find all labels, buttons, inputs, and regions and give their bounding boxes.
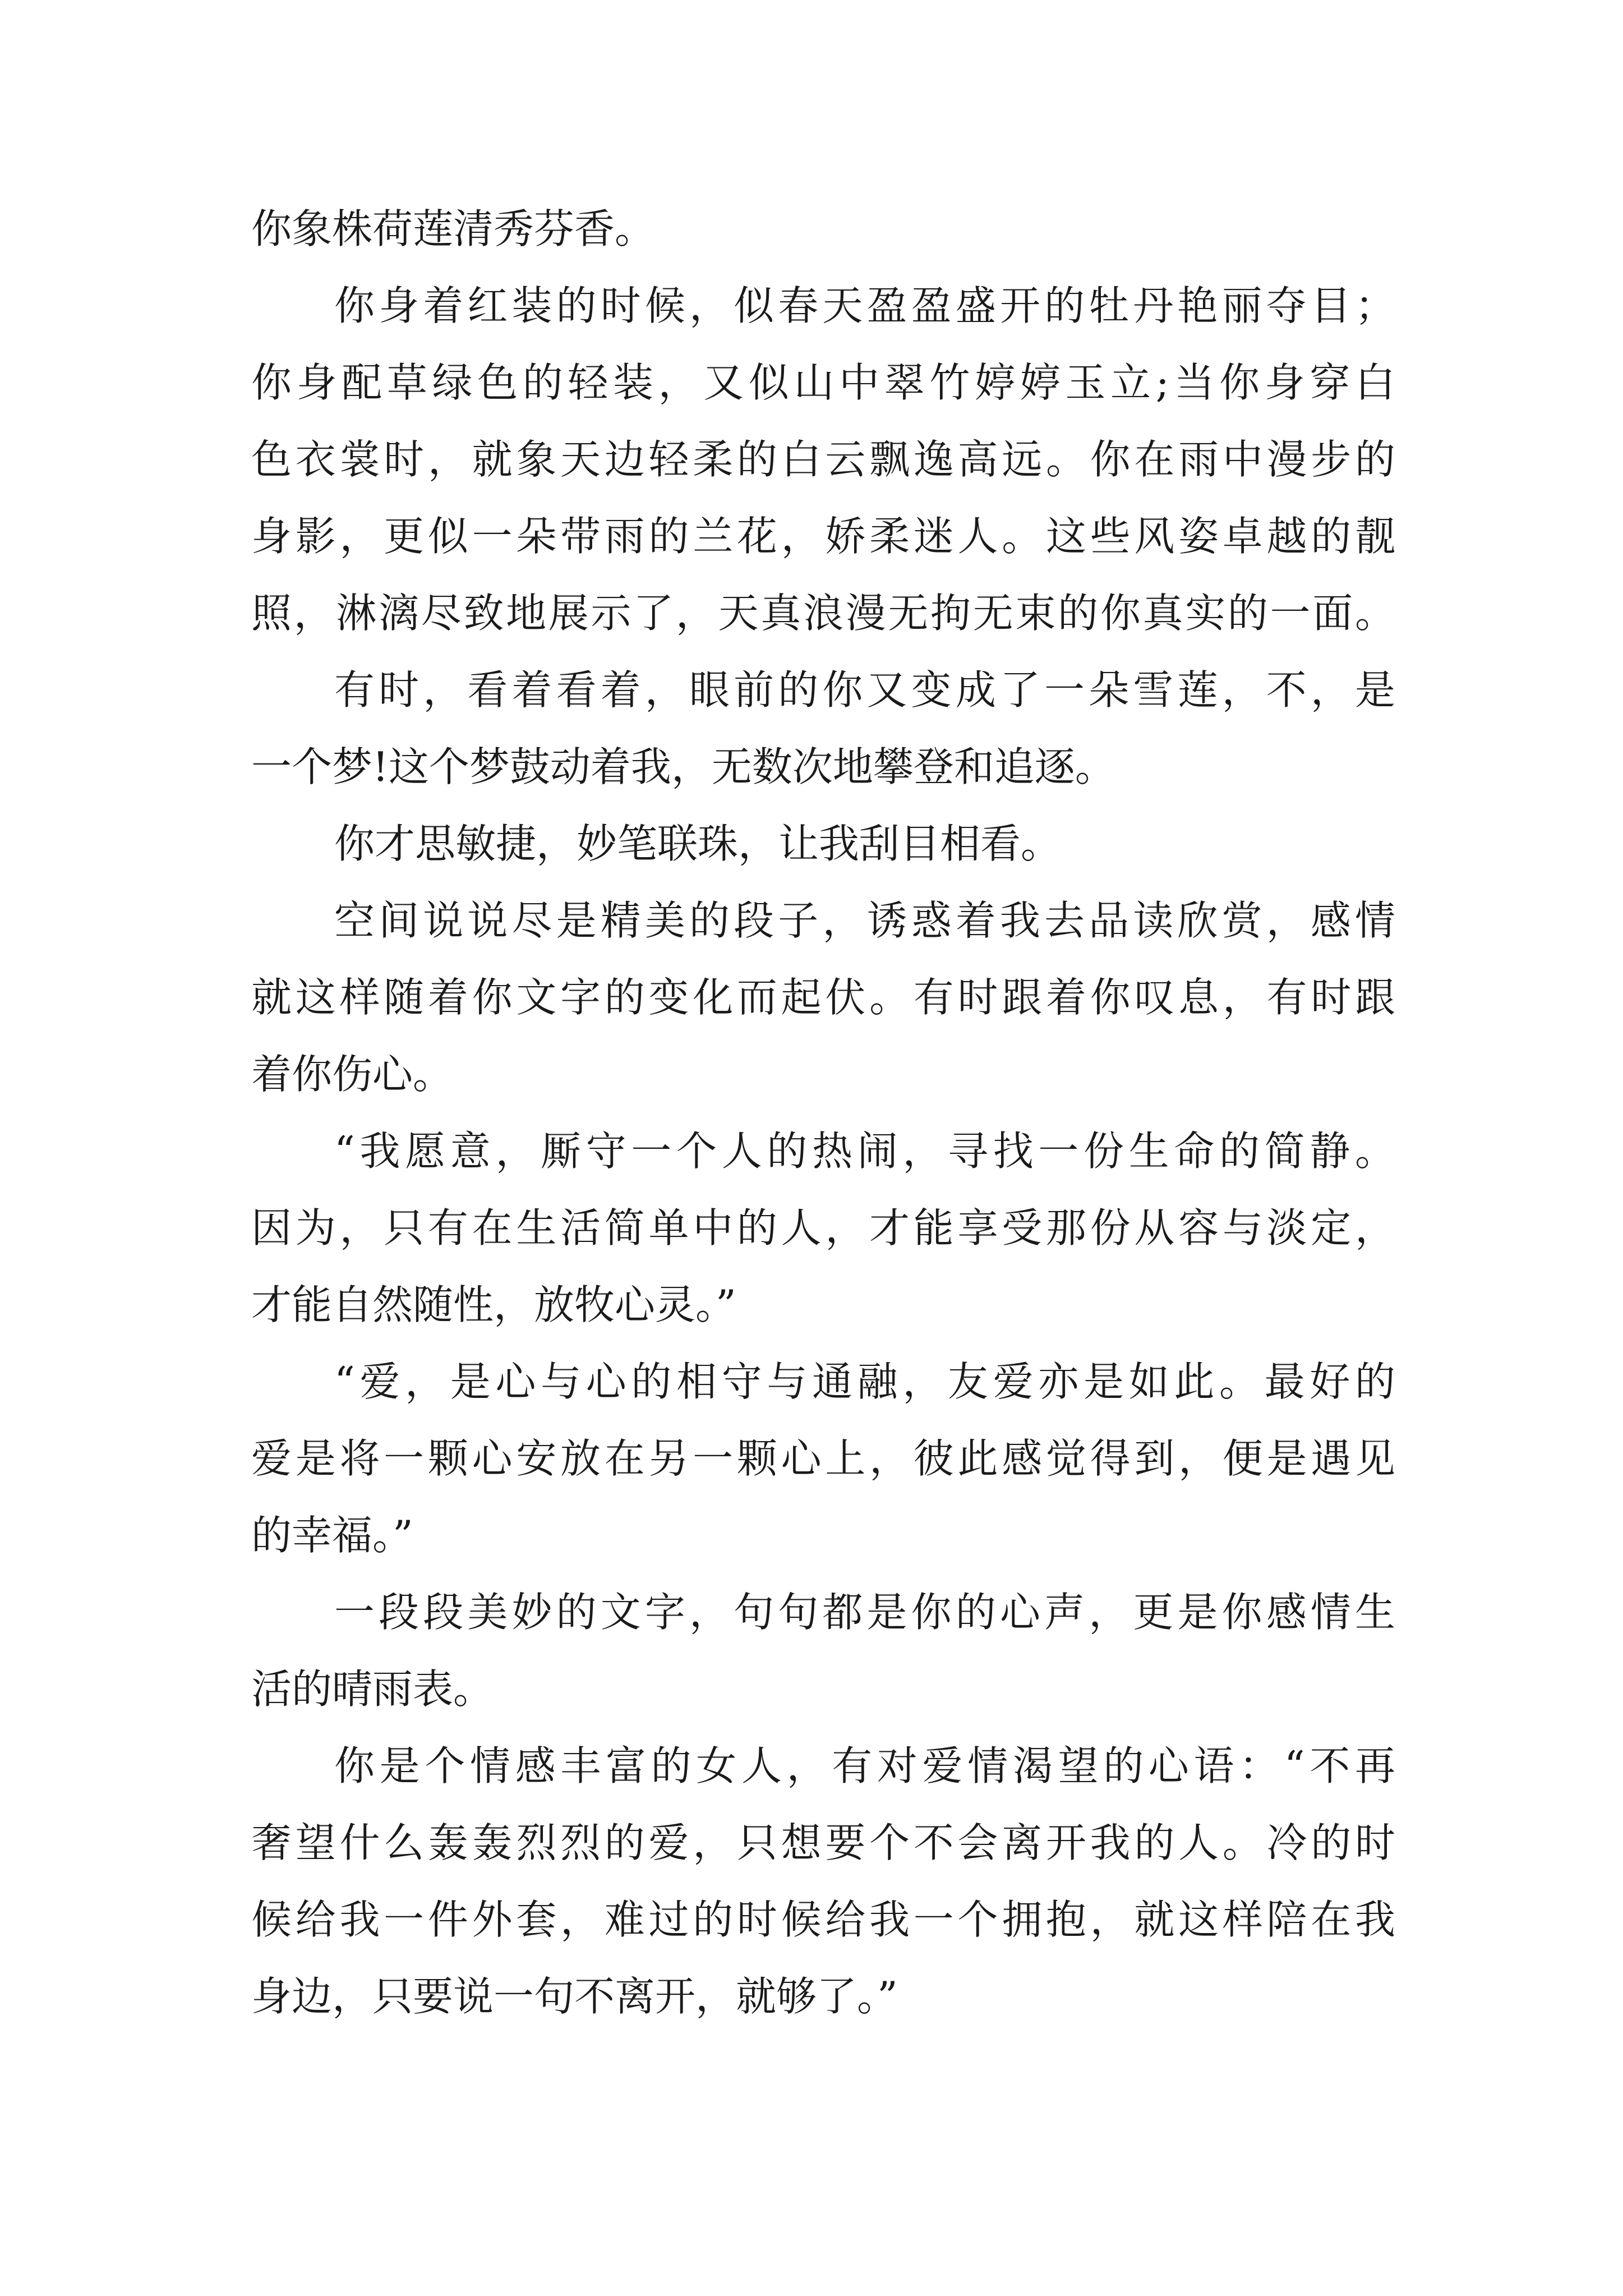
text-line: 身边，只要说一句不离开，就够了。” bbox=[251, 1973, 898, 2020]
text-line: 因为，只有在生活简单中的人，才能享受那份从容与淡定， bbox=[251, 1204, 1395, 1251]
text-line: 照，淋漓尽致地展示了，天真浪漫无拘无束的你真实的一面。 bbox=[251, 590, 1395, 637]
text-line: 的幸福。” bbox=[251, 1512, 413, 1559]
text-line: 你身着红装的时候，似春天盈盈盛开的牡丹艳丽夺目； bbox=[334, 282, 1395, 329]
body-text bbox=[251, 191, 1395, 2035]
text-line: “爱，是心与心的相守与通融，友爱亦是如此。最好的 bbox=[334, 1358, 1395, 1405]
text-line: 你象株荷莲清秀芬香。 bbox=[251, 205, 656, 252]
text-line: 有时，看着看着，眼前的你又变成了一朵雪莲，不，是 bbox=[334, 666, 1395, 714]
text-line: 你身配草绿色的轻装，又似山中翠竹婷婷玉立;当你身穿白 bbox=[251, 359, 1395, 406]
text-line: 奢望什么轰轰烈烈的爱，只想要个不会离开我的人。冷的时 bbox=[251, 1819, 1395, 1866]
text-line: “我愿意，厮守一个人的热闹，寻找一份生命的简静。 bbox=[334, 1128, 1395, 1175]
text-line: 就这样随着你文字的变化而起伏。有时跟着你叹息，有时跟 bbox=[251, 974, 1395, 1021]
text-line: 身影，更似一朵带雨的兰花，娇柔迷人。这些风姿卓越的靓 bbox=[251, 513, 1395, 560]
text-line: 才能自然随性，放牧心灵。” bbox=[251, 1281, 736, 1328]
text-line: 着你伤心。 bbox=[251, 1051, 454, 1098]
text-line: 一段段美妙的文字，句句都是你的心声，更是你感情生 bbox=[334, 1589, 1395, 1636]
text-line: 一个梦!这个梦鼓动着我，无数次地攀登和追逐。 bbox=[251, 743, 1115, 790]
text-line: 色衣裳时，就象天边轻柔的白云飘逸高远。你在雨中漫步的 bbox=[251, 436, 1395, 483]
text-line: 你是个情感丰富的女人，有对爱情渴望的心语：“不再 bbox=[334, 1742, 1395, 1789]
text-line: 爱是将一颗心安放在另一颗心上，彼此感觉得到，便是遇见 bbox=[251, 1435, 1395, 1482]
text-line: 候给我一件外套，难过的时候给我一个拥抱，就这样陪在我 bbox=[251, 1896, 1395, 1943]
text-line: 空间说说尽是精美的段子，诱惑着我去品读欣赏，感情 bbox=[334, 897, 1395, 944]
text-line: 你才思敏捷，妙笔联珠，让我刮目相看。 bbox=[334, 820, 1062, 867]
text-line: 活的晴雨表。 bbox=[251, 1665, 494, 1713]
